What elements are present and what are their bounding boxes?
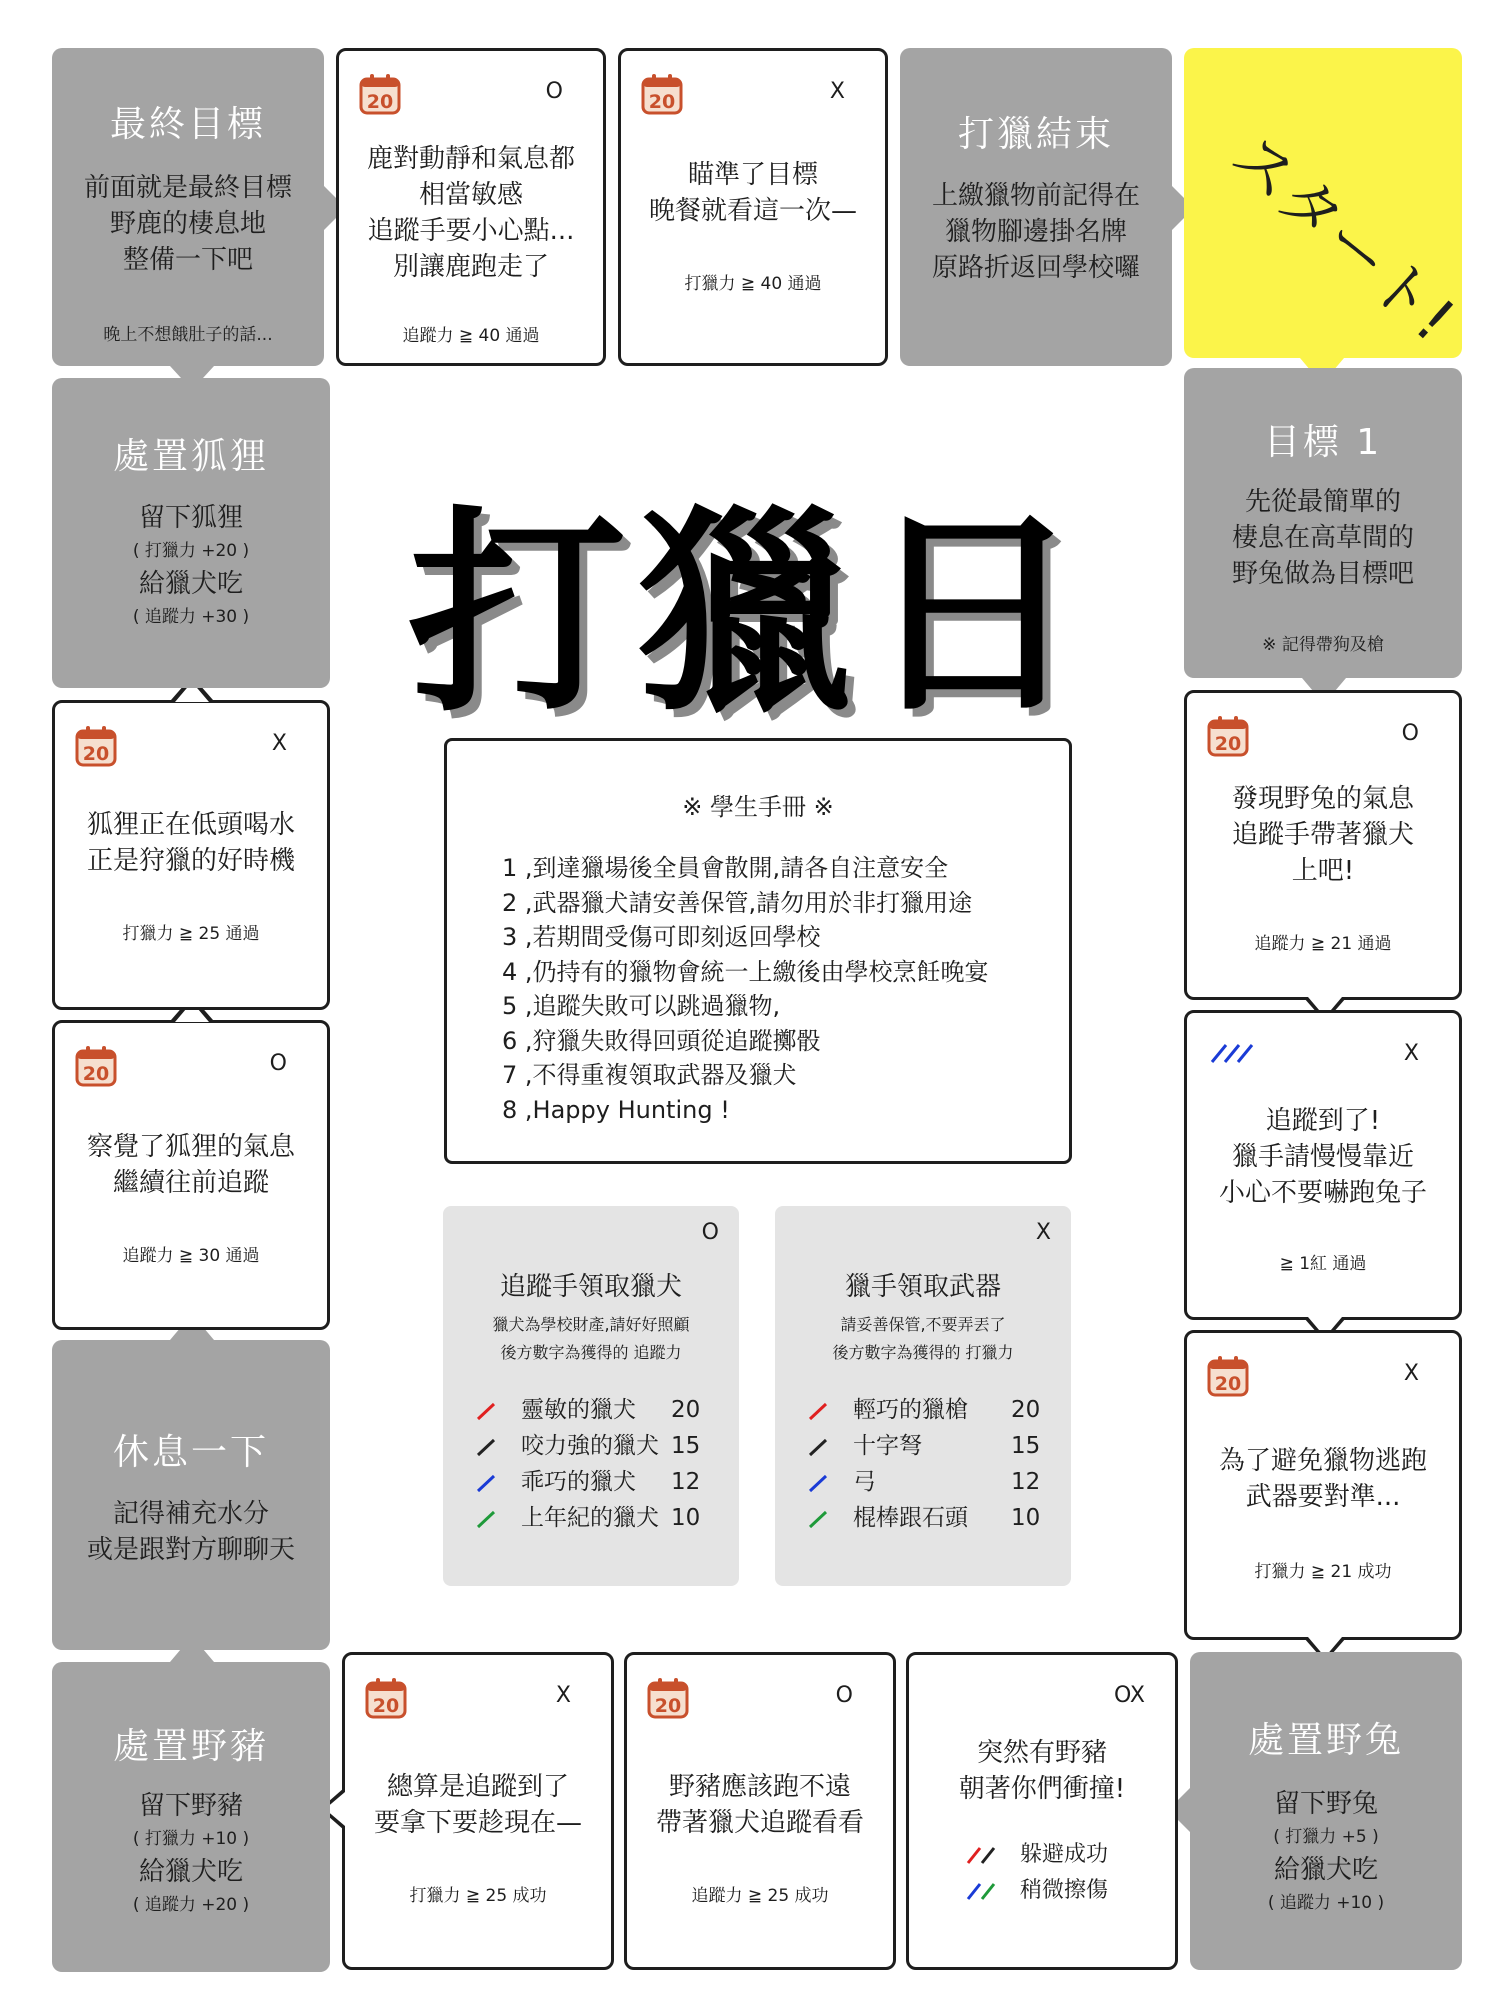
handbook-rule: 7 ,不得重複領取武器及獵犬 — [502, 1061, 797, 1089]
student-handbook — [444, 738, 1072, 1164]
result-mark: O — [835, 1683, 853, 1708]
tile-goal-1[interactable] — [1184, 368, 1462, 678]
blue-green-weapons-icon — [965, 1880, 1001, 1902]
calendar-20-icon — [1207, 715, 1249, 757]
tile-handle-fox[interactable] — [52, 378, 330, 688]
handbook-rules — [502, 851, 989, 1127]
tile-text: 記得補充水分 或是跟對方聊聊天 — [86, 1499, 295, 1565]
weapons-desc: 請妥善保管,不要弄丟了 後方數字為獲得的 打獵力 — [832, 1315, 1014, 1362]
tile-deer-track[interactable] — [336, 48, 606, 366]
tile-condition: 追蹤力 ≧ 40 通過 — [402, 326, 540, 346]
tile-text: 留下野兔 ( 打獵力 +5 ) 給獵犬吃 ( 追蹤力 +10 ) — [1267, 1789, 1385, 1913]
calendar-20-icon — [75, 1045, 117, 1087]
tile-text: 前面就是最終目標 野鹿的棲息地 整備一下吧 — [83, 173, 292, 275]
weapon-item[interactable]: 十字弩 15 — [807, 1428, 1051, 1464]
tile-handle-rabbit[interactable] — [1190, 1652, 1462, 1970]
result-mark: X — [555, 1683, 571, 1708]
tile-text: 上繳獵物前記得在 獵物腳邊掛名牌 原路折返回學校囉 — [931, 181, 1140, 283]
outcome-scratch: 稍微擦傷 — [965, 1873, 1108, 1909]
tile-condition: 追蹤力 ≧ 21 通過 — [1254, 934, 1392, 954]
tile-title: 打獵結束 — [957, 114, 1114, 155]
result-mark: X — [271, 731, 287, 756]
three-weapons-icon — [1209, 1041, 1259, 1065]
tile-text: 留下狐狸 ( 打獵力 +20 ) 給獵犬吃 ( 追蹤力 +30 ) — [132, 503, 250, 627]
handbook-rule: 8 ,Happy Hunting ! — [502, 1095, 730, 1124]
dog-item[interactable]: 上年紀的獵犬 10 — [475, 1500, 719, 1536]
blue-pin-icon — [475, 1472, 499, 1494]
tile-rabbit-scent[interactable] — [1184, 690, 1462, 1000]
weapons-title: 獵手領取武器 — [844, 1272, 1001, 1302]
tile-condition: 打獵力 ≧ 21 成功 — [1254, 1562, 1392, 1582]
tile-start[interactable] — [1184, 48, 1469, 358]
tile-boar-aim[interactable] — [342, 1652, 614, 1970]
tile-hunt-end[interactable] — [900, 48, 1172, 366]
blue-pin-icon — [807, 1472, 831, 1494]
tile-title: 處置狐狸 — [112, 436, 269, 477]
tile-rabbit-tracked[interactable] — [1184, 1010, 1462, 1320]
weapon-item[interactable]: 弓 12 — [807, 1464, 1051, 1500]
result-mark: O — [701, 1220, 719, 1245]
calendar-20-icon — [359, 73, 401, 115]
page-title: 打獵日 — [408, 489, 1092, 742]
tile-note: ※ 記得帶狗及槍 — [1262, 635, 1384, 655]
tile-condition: 打獵力 ≧ 25 成功 — [409, 1886, 547, 1906]
dogs-desc: 獵犬為學校財產,請好好照顧 後方數字為獲得的 追蹤力 — [492, 1315, 690, 1362]
handbook-rule: 4 ,仍持有的獵物會統一上繳後由學校烹飪晚宴 — [502, 957, 989, 986]
result-mark: X — [829, 79, 845, 104]
tile-fox-drink[interactable] — [52, 700, 330, 1010]
tile-condition: ≧ 1紅 通過 — [1279, 1254, 1367, 1274]
tile-text: 野豬應該跑不遠 帶著獵犬追蹤看看 — [655, 1772, 864, 1838]
black-pin-icon — [475, 1436, 499, 1458]
tile-text: 察覺了狐狸的氣息 繼續往前追蹤 — [86, 1132, 295, 1198]
calendar-20-icon — [1207, 1355, 1249, 1397]
tile-text: 先從最簡單的 棲息在高草間的 野兔做為目標吧 — [1231, 487, 1414, 589]
dogs-panel — [443, 1206, 739, 1586]
green-pin-icon — [807, 1508, 831, 1530]
handbook-rule: 2 ,武器獵犬請安善保管,請勿用於非打獵用途 — [502, 888, 973, 917]
handbook-rule: 1 ,到達獵場後全員會散開,請各自注意安全 — [502, 854, 949, 882]
result-mark: X — [1403, 1041, 1419, 1066]
handbook-rule: 5 ,追蹤失敗可以跳過獵物, — [502, 992, 781, 1020]
result-mark: O — [269, 1051, 287, 1076]
tile-boar-charge[interactable] — [906, 1652, 1178, 1970]
tile-text: 追蹤到了! 獵手請慢慢靠近 小心不要嚇跑兔子 — [1218, 1106, 1427, 1208]
red-pin-icon — [475, 1400, 499, 1422]
tile-text: 總算是追蹤到了 要拿下要趁現在— — [373, 1772, 582, 1838]
tile-deer-aim[interactable] — [618, 48, 888, 366]
tile-text: 為了避免獵物逃跑 武器要對準... — [1218, 1446, 1427, 1512]
path-arrow-icon — [170, 366, 214, 390]
tile-note: 晚上不想餓肚子的話... — [103, 325, 273, 345]
tile-title: 處置野兔 — [1247, 1720, 1404, 1761]
handbook-rule: 6 ,狩獵失敗得回頭從追蹤擲骰 — [502, 1026, 821, 1055]
dog-item[interactable]: 咬力強的獵犬 15 — [475, 1428, 719, 1464]
tile-rest[interactable] — [52, 1340, 330, 1650]
tile-text: 鹿對動靜和氣息都 相當敏感 追蹤手要小心點... 別讓鹿跑走了 — [366, 144, 575, 282]
red-pin-icon — [807, 1400, 831, 1422]
dogs-list — [475, 1392, 719, 1536]
tile-title: 休息一下 — [112, 1432, 269, 1473]
tile-condition: 打獵力 ≧ 40 通過 — [684, 274, 822, 294]
start-label: スタート! — [1217, 118, 1469, 356]
calendar-20-icon — [365, 1677, 407, 1719]
handbook-heading: ※ 學生手冊 ※ — [682, 793, 834, 821]
green-pin-icon — [475, 1508, 499, 1530]
tile-text: 突然有野豬 朝著你們衝撞! — [958, 1738, 1126, 1804]
calendar-20-icon — [641, 73, 683, 115]
outcome-dodge: 躲避成功 — [965, 1837, 1108, 1873]
weapon-item[interactable]: 輕巧的獵槍 20 — [807, 1392, 1051, 1428]
calendar-20-icon — [75, 725, 117, 767]
result-mark: X — [1403, 1361, 1419, 1386]
dogs-title: 追蹤手領取獵犬 — [499, 1272, 682, 1302]
tile-title: 最終目標 — [109, 104, 266, 145]
tile-text: 狐狸正在低頭喝水 正是狩獵的好時機 — [86, 810, 295, 876]
calendar-20-icon — [647, 1677, 689, 1719]
tile-title: 目標 1 — [1263, 422, 1383, 463]
red-black-weapons-icon — [965, 1844, 1001, 1866]
dog-item[interactable]: 乖巧的獵犬 12 — [475, 1464, 719, 1500]
tile-handle-boar[interactable] — [52, 1662, 330, 1972]
result-mark: O — [545, 79, 563, 104]
handbook-rule: 3 ,若期間受傷可即刻返回學校 — [502, 923, 821, 951]
result-mark: X — [1035, 1220, 1051, 1245]
tile-boar-track[interactable] — [624, 1652, 896, 1970]
tile-condition: 追蹤力 ≧ 30 通過 — [122, 1246, 260, 1266]
tile-text: 瞄準了目標 晚餐就看這一次— — [648, 160, 857, 226]
boar-outcomes — [965, 1837, 1108, 1909]
tile-rabbit-aim[interactable] — [1184, 1330, 1462, 1640]
tile-condition: 打獵力 ≧ 25 通過 — [122, 924, 260, 944]
weapons-panel — [775, 1206, 1071, 1586]
tile-final-goal[interactable] — [52, 48, 324, 366]
weapon-item[interactable]: 棍棒跟石頭 10 — [807, 1500, 1051, 1536]
tile-condition: 追蹤力 ≧ 25 成功 — [691, 1886, 829, 1906]
tile-text: 留下野豬 ( 打獵力 +10 ) 給獵犬吃 ( 追蹤力 +20 ) — [132, 1791, 250, 1915]
tile-text: 發現野兔的氣息 追蹤手帶著獵犬 上吧! — [1231, 784, 1414, 886]
result-mark: O — [1401, 721, 1419, 746]
black-pin-icon — [807, 1436, 831, 1458]
weapons-list — [807, 1392, 1051, 1536]
dog-item[interactable]: 靈敏的獵犬 20 — [475, 1392, 719, 1428]
tile-title: 處置野豬 — [112, 1726, 269, 1767]
result-mark: OX — [1114, 1683, 1145, 1708]
tile-fox-scent[interactable] — [52, 1020, 330, 1330]
